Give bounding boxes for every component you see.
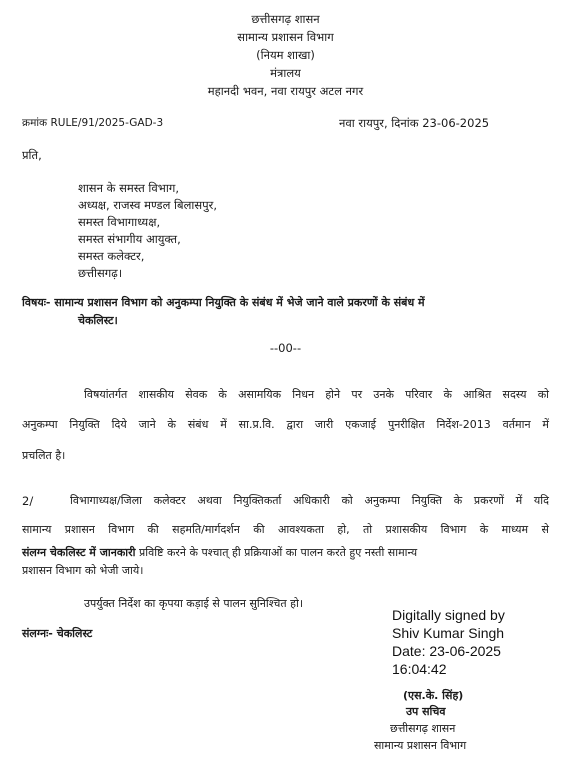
signatory-name: (एस.के. सिंह) bbox=[403, 689, 464, 702]
addressee-line: समस्त कलेक्टर, bbox=[78, 249, 145, 263]
separator: --00-- bbox=[269, 341, 302, 355]
header-mantralaya: मंत्रालय bbox=[270, 66, 301, 80]
para2-line-3-rest: प्रविष्टि करने के पश्चात् ही प्रक्रियाओं का पालन करते हुए नस्ती सामान्य bbox=[135, 546, 418, 559]
header-section: (नियम शाखा) bbox=[256, 48, 315, 62]
digital-signature-line-2: Shiv Kumar Singh bbox=[392, 625, 505, 641]
subject-line-2: चेकलिस्ट। bbox=[78, 314, 118, 327]
para2-line-4: प्रशासन विभाग को भेजी जाये। bbox=[22, 564, 144, 577]
signatory-org-2: सामान्य प्रशासन विभाग bbox=[374, 739, 467, 752]
para1-line-1: विषयांतर्गत शासकीय सेवक के असामयिक निधन होने पर उनके परिवार के आश्रित सदस्य को bbox=[84, 388, 549, 401]
reference-number: क्रमांक RULE/91/2025-GAD-3 bbox=[22, 117, 164, 129]
enclosure-label: संलग्नः- चेकलिस्ट bbox=[22, 627, 93, 640]
addressee-line: छत्तीसगढ़। bbox=[78, 266, 123, 280]
header-address: महानदी भवन, नवा रायपुर अटल नगर bbox=[207, 84, 364, 98]
para2-number: 2/ bbox=[22, 494, 34, 508]
checklist-emphasis: संलग्न चेकलिस्ट में जानकारी bbox=[22, 546, 136, 559]
para2-line-1: विभागाध्यक्ष/जिला कलेक्टर अथवा नियुक्तिकर्ता अधिकारी को अनुकम्पा नियुक्ति के प्रकरणों में यदि bbox=[70, 494, 549, 507]
addressee-line: अध्यक्ष, राजस्व मण्डल बिलासपुर, bbox=[78, 198, 218, 212]
place-date: नवा रायपुर, दिनांक 23-06-2025 bbox=[339, 116, 490, 130]
digital-signature-line-1: Digitally signed by bbox=[392, 607, 505, 623]
digital-signature-line-4: 16:04:42 bbox=[392, 661, 447, 677]
header-department: सामान्य प्रशासन विभाग bbox=[237, 30, 334, 44]
digital-signature-line-3: Date: 23-06-2025 bbox=[392, 643, 501, 659]
prati-label: प्रति, bbox=[22, 148, 42, 162]
para1-line-3: प्रचलित है। bbox=[22, 449, 66, 462]
addressee-line: समस्त विभागाध्यक्ष, bbox=[78, 215, 161, 229]
para2-line-3 bbox=[22, 545, 417, 561]
para2-line-2: सामान्य प्रशासन विभाग की सहमति/मार्गदर्शन की आवश्यकता हो, तो प्रशासकीय विभाग के माध्यम से bbox=[22, 523, 549, 536]
signatory-org-1: छत्तीसगढ़ शासन bbox=[390, 722, 456, 735]
addressee-line: समस्त संभागीय आयुक्त, bbox=[78, 232, 181, 246]
addressee-line: शासन के समस्त विभाग, bbox=[78, 181, 179, 195]
para1-line-2: अनुकम्पा नियुक्ति दिये जाने के संबंध में सा.प्र.वि. द्वारा जारी एकजाई पुनरीक्षित निर्देश-2013 वर्तमान में bbox=[22, 418, 549, 431]
para3: उपर्युक्त निर्देश का कृपया कड़ाई से पालन सुनिश्चित हो। bbox=[84, 597, 303, 610]
header-govt: छत्तीसगढ़ शासन bbox=[251, 12, 320, 26]
signatory-designation: उप सचिव bbox=[406, 705, 446, 718]
subject-line-1: विषयः- सामान्य प्रशासन विभाग को अनुकम्पा नियुक्ति के संबंध में भेजे जाने वाले प्रकरणों के संबंध में bbox=[22, 296, 425, 309]
